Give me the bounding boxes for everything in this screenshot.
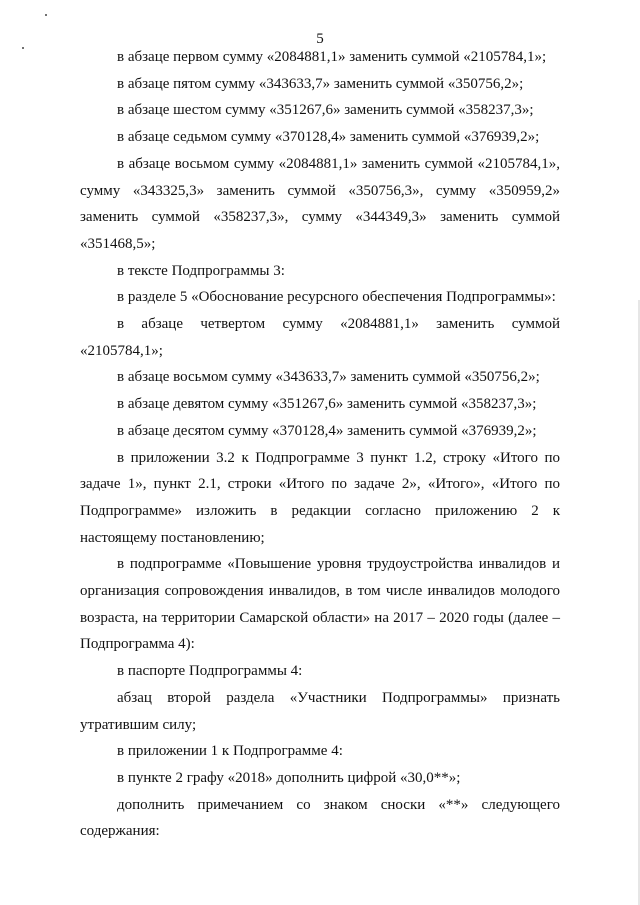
paragraph-3: в абзаце шестом сумму «351267,6» заменить суммой «358237,3»; <box>117 102 534 119</box>
paragraph-5: в абзаце восьмом сумму «2084881,1» заменить суммой «2105784,1», сумму «343325,3» заменить суммой «350756,3», сумму «350959,2» заменить суммой «358237,3», сумму «344349,3» заменить суммой «351468,5»; <box>80 155 560 252</box>
paragraph-17: в пункте 2 графу «2018» дополнить цифрой «30,0**»; <box>117 769 461 786</box>
paragraph-9: в абзаце восьмом сумму «343633,7» заменить суммой «350756,2»; <box>117 369 540 386</box>
paragraph-10: в абзаце девятом сумму «351267,6» заменить суммой «358237,3»; <box>117 396 537 413</box>
paragraph-4: в абзаце седьмом сумму «370128,4» заменить суммой «376939,2»; <box>117 129 540 146</box>
page-number: 5 <box>316 31 324 47</box>
paragraph-13: в подпрограмме «Повышение уровня трудоустройства инвалидов и организация сопровождения инвалидов, в том числе инвалидов молодого возраста, на территории Самарской области» на 2017 – 2020 годы (далее – Подпрограмма 4): <box>80 556 560 653</box>
paragraph-1: в абзаце первом сумму «2084881,1» заменить суммой «2105784,1»; <box>117 49 547 65</box>
paragraph-14: в паспорте Подпрограммы 4: <box>117 663 303 680</box>
paragraph-2: в абзаце пятом сумму «343633,7» заменить суммой «350756,2»; <box>117 75 524 92</box>
paragraph-16: в приложении 1 к Подпрограмме 4: <box>117 743 343 760</box>
document-body <box>80 44 560 845</box>
paragraph-8: в абзаце четвертом сумму «2084881,1» заменить суммой «2105784,1»; <box>80 316 560 359</box>
scan-speck <box>22 47 24 49</box>
paragraph-18: дополнить примечанием со знаком сноски «**» следующего содержания: <box>80 796 560 840</box>
paragraph-6: в тексте Подпрограммы 3: <box>117 262 285 279</box>
paragraph-12: в приложении 3.2 к Подпрограмме 3 пункт 1.2, строку «Итого по задаче 1», пункт 2.1, строки «Итого по задаче 2», «Итого», «Итого по Подпрограмме» изложить в редакции согласно приложению 2 к настоящему постановлению; <box>80 449 560 546</box>
paragraph-11: в абзаце десятом сумму «370128,4» заменить суммой «376939,2»; <box>117 422 537 439</box>
scan-speck <box>45 14 47 16</box>
paragraph-15: абзац второй раздела «Участники Подпрограммы» признать утратившим силу; <box>80 689 560 733</box>
paragraph-7: в разделе 5 «Обоснование ресурсного обеспечения Подпрограммы»: <box>117 289 556 306</box>
